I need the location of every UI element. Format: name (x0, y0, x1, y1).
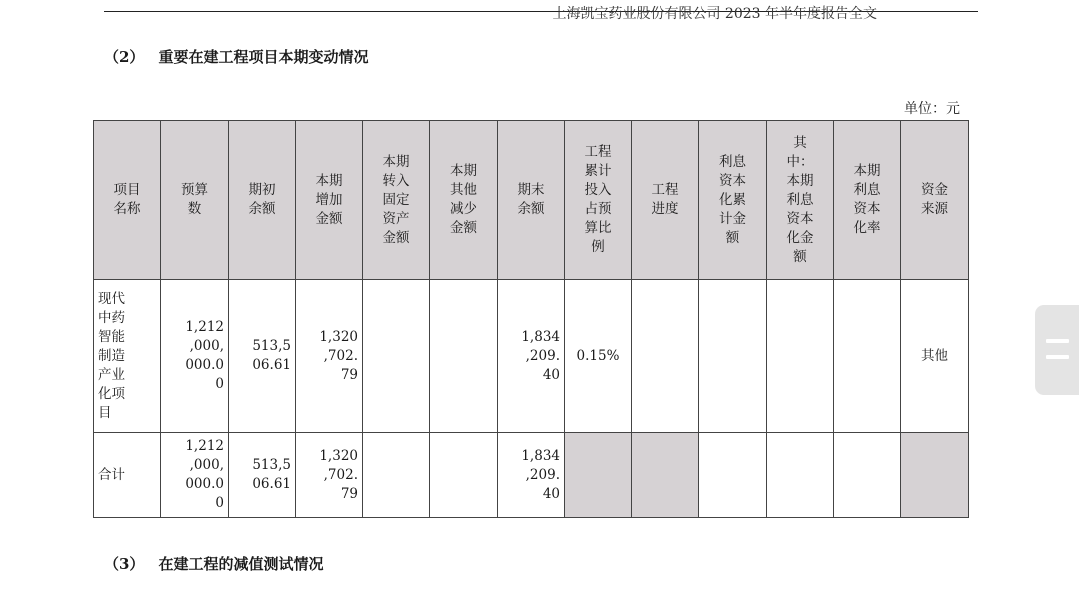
cell-progress (632, 433, 699, 518)
cell-current-increase: 1,320 ,702. 79 (296, 280, 363, 433)
column-header: 项目 名称 (94, 121, 161, 280)
cell-current-increase: 1,320 ,702. 79 (296, 433, 363, 518)
column-header: 期末 余额 (498, 121, 565, 280)
cell-fund-source (901, 433, 969, 518)
cell-budget-ratio (565, 433, 632, 518)
column-header: 期初 余额 (229, 121, 296, 280)
cell-other-decrease (430, 280, 498, 433)
menu-icon-bar-bottom (1046, 355, 1069, 359)
cell-fund-source: 其他 (901, 280, 969, 433)
column-header: 预算 数 (161, 121, 229, 280)
cell-closing-balance: 1,834 ,209. 40 (498, 280, 565, 433)
cell-budget: 1,212 ,000, 000.0 0 (161, 280, 229, 433)
cell-interest-rate (834, 280, 901, 433)
cell-interest-current (767, 280, 834, 433)
table-row-total (94, 433, 969, 518)
section-heading-3 (104, 553, 323, 574)
cell-progress (632, 280, 699, 433)
cell-interest-cumulative (699, 433, 767, 518)
cell-interest-cumulative (699, 280, 767, 433)
column-header: 本期 利息 资本 化率 (834, 121, 901, 280)
cell-closing-balance: 1,834 ,209. 40 (498, 433, 565, 518)
column-header: 其 中： 本期 利息 资本 化金 额 (767, 121, 834, 280)
column-header: 本期 其他 减少 金额 (430, 121, 498, 280)
section-heading-2 (104, 46, 368, 67)
cell-project-name: 现代 中药 智能 制造 产业 化项 目 (94, 280, 161, 433)
header-rule (104, 6, 978, 22)
cell-other-decrease (430, 433, 498, 518)
column-header: 工程 进度 (632, 121, 699, 280)
cell-total-label: 合计 (94, 433, 161, 518)
cell-transfer-fixed-assets (363, 433, 430, 518)
cell-interest-rate (834, 433, 901, 518)
unit-label: 单位：元 (904, 101, 960, 117)
column-header: 本期 转入 固定 资产 金额 (363, 121, 430, 280)
table-header-row (94, 121, 969, 280)
cell-opening-balance: 513,5 06.61 (229, 280, 296, 433)
column-header: 利息 资本 化累 计金 额 (699, 121, 767, 280)
cell-transfer-fixed-assets (363, 280, 430, 433)
section-number: （3） (104, 555, 145, 573)
table-row-project (94, 280, 969, 433)
side-menu-tab[interactable] (1035, 305, 1079, 395)
cell-budget: 1,212 ,000, 000.0 0 (161, 433, 229, 518)
column-header: 工程 累计 投入 占预 算比 例 (565, 121, 632, 280)
column-header: 资金 来源 (901, 121, 969, 280)
section-number: （2） (104, 48, 145, 66)
menu-icon-bar-top (1046, 339, 1069, 343)
column-header: 本期 增加 金额 (296, 121, 363, 280)
cell-budget-ratio: 0.15% (565, 280, 632, 433)
section-title: 在建工程的减值测试情况 (158, 555, 324, 573)
cell-opening-balance: 513,5 06.61 (229, 433, 296, 518)
document-header: 上海凯宝药业股份有限公司 2023 年半年度报告全文 (552, 6, 877, 22)
section-title: 重要在建工程项目本期变动情况 (158, 48, 369, 66)
construction-projects-table (93, 120, 969, 518)
cell-interest-current (767, 433, 834, 518)
